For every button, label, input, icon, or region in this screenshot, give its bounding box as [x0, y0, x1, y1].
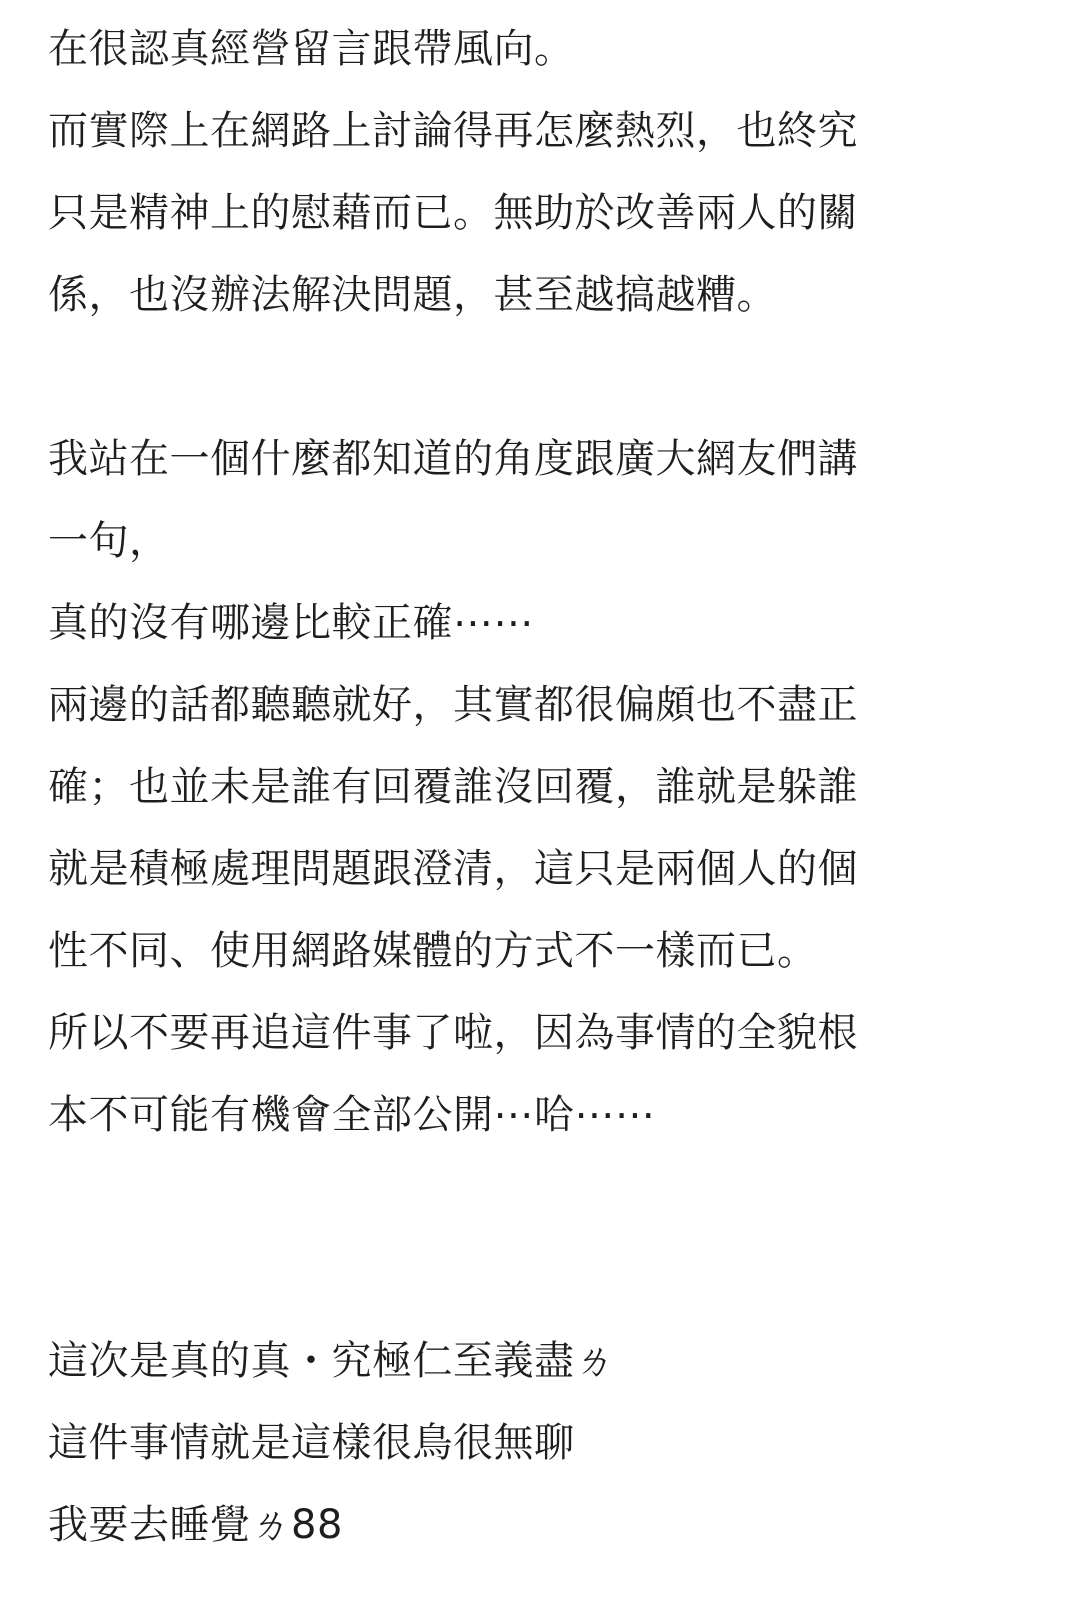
text-line: 係，也沒辦法解決問題，甚至越搞越糟。: [48, 272, 777, 318]
paragraph-gap: [48, 1156, 1028, 1320]
text-line: 只是精神上的慰藉而已。無助於改善兩人的關: [48, 190, 858, 236]
text-line: 這件事情就是這樣很鳥很無聊: [48, 1420, 575, 1466]
text-line: 兩邊的話都聽聽就好，其實都很偏頗也不盡正: [48, 682, 858, 728]
text-line: 真的沒有哪邊比較正確⋯⋯: [48, 600, 534, 646]
text-line: 而實際上在網路上討論得再怎麼熱烈，也終究: [48, 108, 858, 154]
post-text-body: [48, 0, 1028, 1566]
text-line: 這次是真的真・究極仁至義盡ㄌ: [48, 1338, 615, 1384]
text-line: 就是積極處理問題跟澄清，這只是兩個人的個: [48, 846, 858, 892]
text-line: 我要去睡覺ㄌ88: [48, 1502, 343, 1548]
text-line: 在很認真經營留言跟帶風向。: [48, 26, 575, 72]
text-line: 性不同、使用網路媒體的方式不一樣而已。: [48, 928, 818, 974]
text-line: 確；也並未是誰有回覆誰沒回覆，誰就是躲誰: [48, 764, 858, 810]
text-line: 本不可能有機會全部公開⋯哈⋯⋯: [48, 1092, 656, 1138]
text-line: 我站在一個什麼都知道的角度跟廣大網友們講: [48, 436, 858, 482]
paragraph-gap: [48, 336, 1028, 418]
text-line: 所以不要再追這件事了啦，因為事情的全貌根: [48, 1010, 858, 1056]
text-line: 一句，: [48, 518, 170, 564]
